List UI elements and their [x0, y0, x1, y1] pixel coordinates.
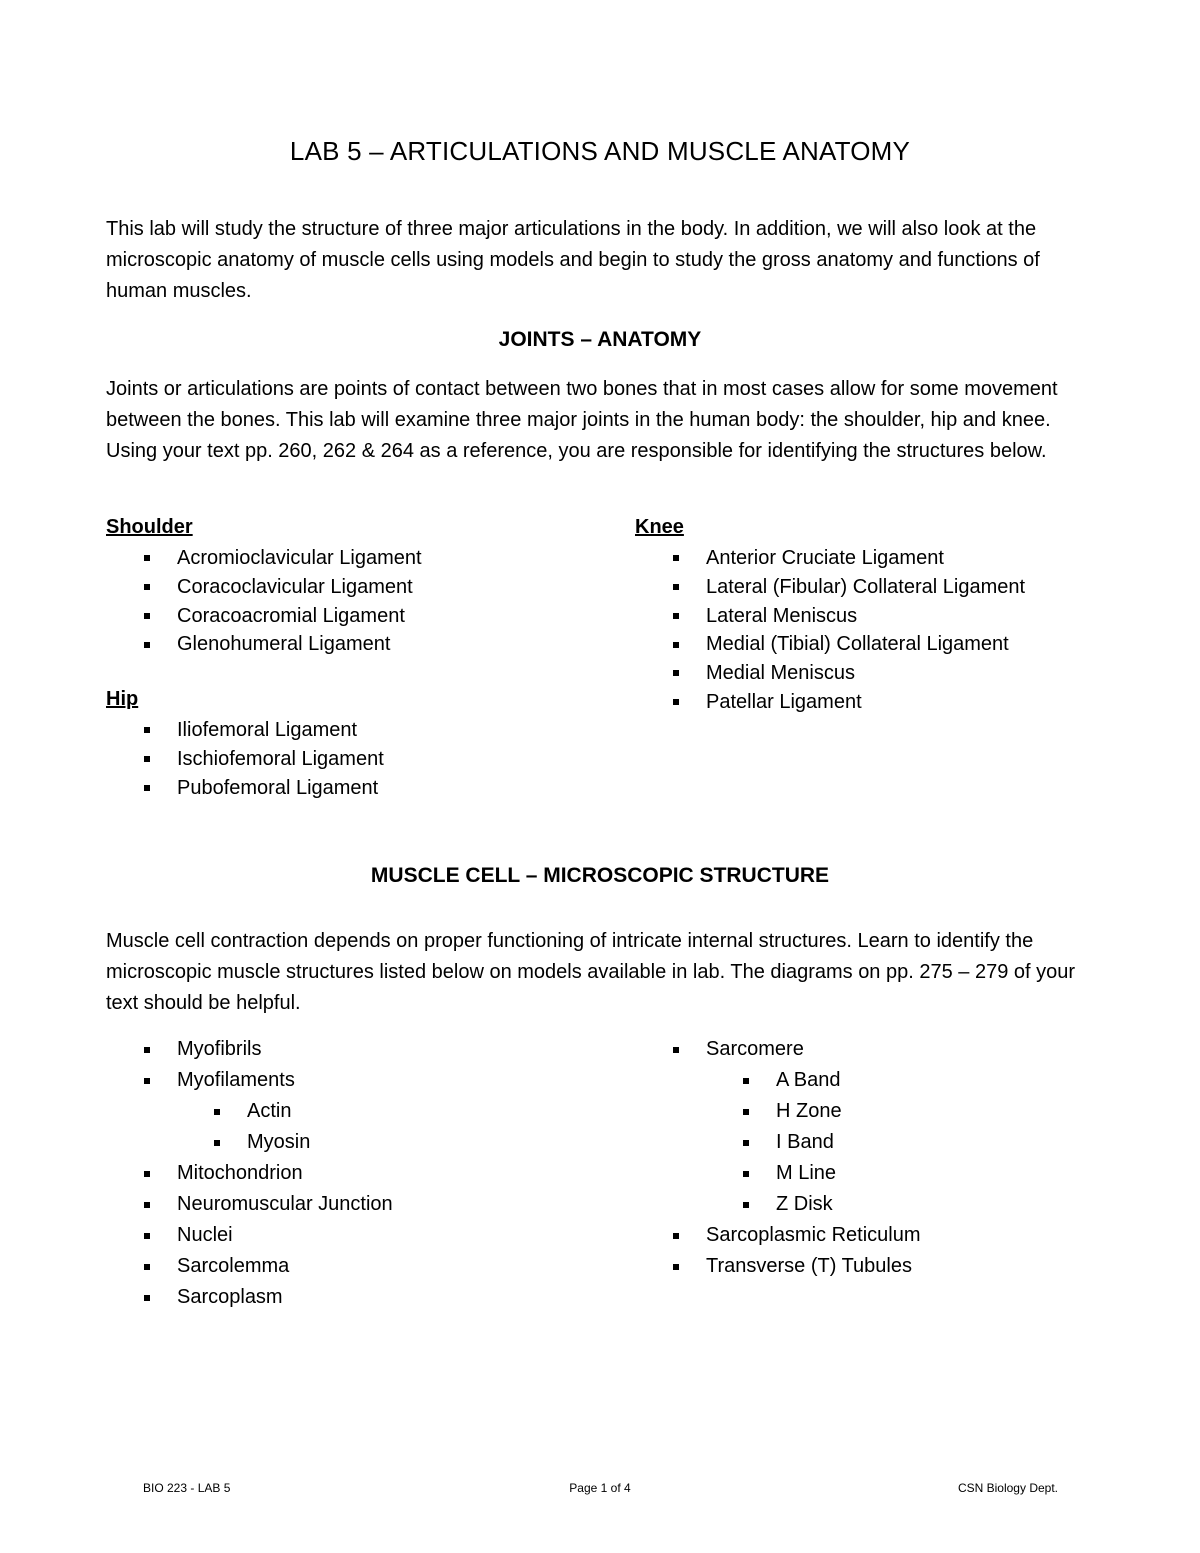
shoulder-title: Shoulder [106, 516, 193, 538]
muscle-structures-right [635, 1034, 921, 1282]
list-item: Anterior Cruciate Ligament [635, 544, 1025, 573]
list-item: Myofilaments [106, 1065, 393, 1096]
list-item: Lateral (Fibular) Collateral Ligament [635, 573, 1025, 602]
list-item: Sarcolemma [106, 1251, 393, 1282]
joints-heading: JOINTS – ANATOMY [498, 328, 702, 351]
muscle-structures-left [106, 1034, 393, 1313]
list-item: Sarcoplasm [106, 1282, 393, 1313]
list-item: Nuclei [106, 1220, 393, 1251]
list-item: Pubofemoral Ligament [106, 774, 384, 803]
shoulder-list [106, 544, 422, 659]
hip-list [106, 716, 384, 802]
page-title: LAB 5 – ARTICULATIONS AND MUSCLE ANATOMY [289, 136, 911, 166]
knee-list [635, 544, 1025, 717]
list-item: Coracoacromial Ligament [106, 602, 422, 631]
sub-list-item: Z Disk [635, 1189, 921, 1220]
muscle-heading: MUSCLE CELL – MICROSCOPIC STRUCTURE [370, 864, 830, 887]
list-item: Acromioclavicular Ligament [106, 544, 422, 573]
list-item: Neuromuscular Junction [106, 1189, 393, 1220]
sub-list-item: H Zone [635, 1096, 921, 1127]
sub-list-item: A Band [635, 1065, 921, 1096]
footer-course: BIO 223 - LAB 5 [143, 1481, 231, 1495]
list-item: Medial (Tibial) Collateral Ligament [635, 630, 1025, 659]
sub-list-item: Actin [106, 1096, 393, 1127]
list-item: Glenohumeral Ligament [106, 630, 422, 659]
list-item: Sarcoplasmic Reticulum [635, 1220, 921, 1251]
sub-list-item: M Line [635, 1158, 921, 1189]
footer-page-number: Page 1 of 4 [569, 1481, 631, 1495]
list-item: Patellar Ligament [635, 688, 1025, 717]
list-item: Transverse (T) Tubules [635, 1251, 921, 1282]
list-item: Medial Meniscus [635, 659, 1025, 688]
list-item: Mitochondrion [106, 1158, 393, 1189]
joints-paragraph: Joints or articulations are points of contact between two bones that in most cases allow for some movement between the bones. This lab will examine three major joints in the human body: the shoulder, hip and knee. Using your text pp. 260, 262 & 264 as a reference, you are responsible for identifying the structures below. [106, 378, 1058, 462]
muscle-paragraph: Muscle cell contraction depends on proper functioning of intricate internal structures. Learn to identify the microscopic muscle structures listed below on models available in lab. The diagrams on pp. 275 – 279 of your text should be helpful. [106, 930, 1076, 1014]
list-item: Lateral Meniscus [635, 602, 1025, 631]
list-item: Sarcomere [635, 1034, 921, 1065]
list-item: Iliofemoral Ligament [106, 716, 384, 745]
sub-list-item: I Band [635, 1127, 921, 1158]
intro-paragraph: This lab will study the structure of three major articulations in the body. In addition, we will also look at the microscopic anatomy of muscle cells using models and begin to study the gross anatomy and functions of human muscles. [106, 218, 1040, 302]
list-item: Ischiofemoral Ligament [106, 745, 384, 774]
list-item: Coracoclavicular Ligament [106, 573, 422, 602]
hip-title: Hip [106, 688, 139, 710]
list-item: Myofibrils [106, 1034, 393, 1065]
knee-title: Knee [635, 516, 684, 538]
footer-department: CSN Biology Dept. [957, 1481, 1058, 1495]
sub-list-item: Myosin [106, 1127, 393, 1158]
